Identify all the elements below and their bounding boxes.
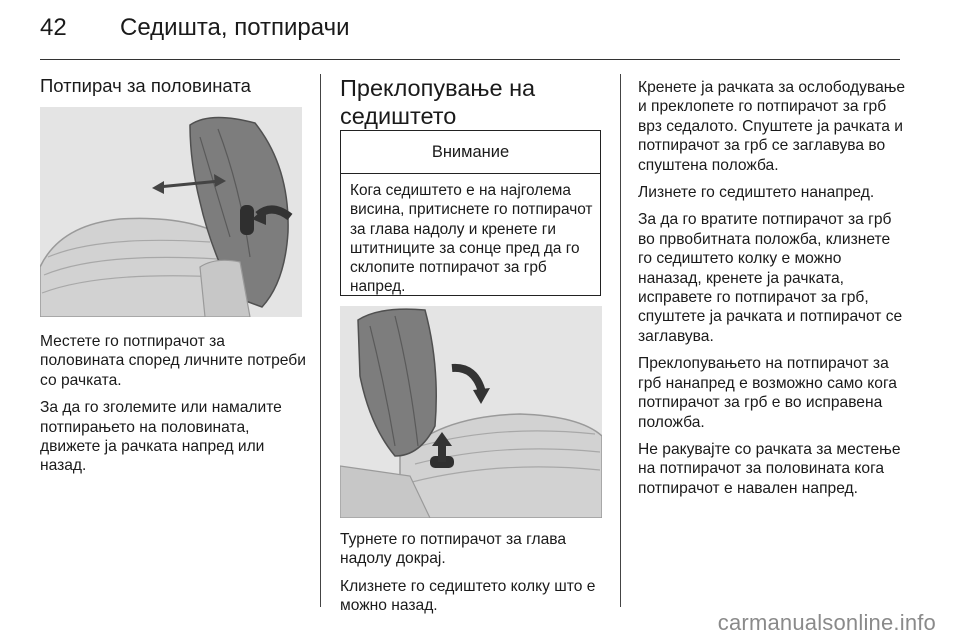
right-column-text: [638, 78, 906, 506]
lumbar-support-adjust-illustration: [40, 107, 302, 317]
seat-fold-figure: [340, 306, 602, 518]
warning-title: Внимание: [341, 131, 600, 174]
middle-column-text: [340, 530, 605, 624]
paragraph: Преклопувањето на потпирачот за грб нанапред е возможно само кога потпирачот за грб е во исправена положба.: [638, 355, 897, 431]
watermark: carmanualsonline.info: [717, 610, 936, 635]
paragraph: За да го зголемите или намалите потпирањето на половината, движете ја рачката напред или назад.: [40, 399, 282, 475]
paragraph: Лизнете го седиштето нанапред.: [638, 184, 875, 202]
lumbar-support-figure: [40, 107, 302, 317]
page-number: 42: [40, 14, 67, 41]
column-divider-left: [320, 74, 321, 607]
column-divider-right: [620, 74, 621, 607]
chapter-title: Седишта, потпирачи: [120, 14, 350, 41]
paragraph: Турнете го потпирачот за глава надолу докрај.: [340, 531, 567, 568]
warning-text: Кога седиштето е на најголема висина, притиснете го потпирачот за глава надолу и кренете ги штитниците за сонце пред да го склопите потпирачот за грб напред.: [350, 182, 593, 296]
left-column-text: [40, 332, 310, 484]
paragraph: Клизнете го седиштето колку што е можно назад.: [340, 577, 596, 615]
paragraph: Местете го потпирачот за половината според личните потреби со рачката.: [40, 333, 306, 389]
seat-fold-illustration: [340, 306, 602, 518]
lumbar-support-heading: Потпирач за половината: [40, 75, 251, 96]
seat-folding-heading: Преклопување на седиштето: [340, 75, 536, 129]
paragraph: За да го вратите потпирачот за грб во првобитната положба, клизнете го седиштето колку е можно наназад, кренете ја рачката, исправете го потпирачот за грб, спуштете ја рачката и потпирачот се заглавува.: [638, 211, 903, 345]
warning-box: [340, 130, 601, 296]
paragraph: Кренете ја рачката за ослободување и преклопете го потпирачот за грб врз седалото. Спуштете ја рачката и потпирачот за грб се заглавува во спуштена положба.: [638, 79, 906, 174]
header-rule: [40, 59, 900, 60]
paragraph: Не ракувајте со рачката за местење на потпирачот за половината кога потпирачот е навален напред.: [638, 440, 901, 497]
